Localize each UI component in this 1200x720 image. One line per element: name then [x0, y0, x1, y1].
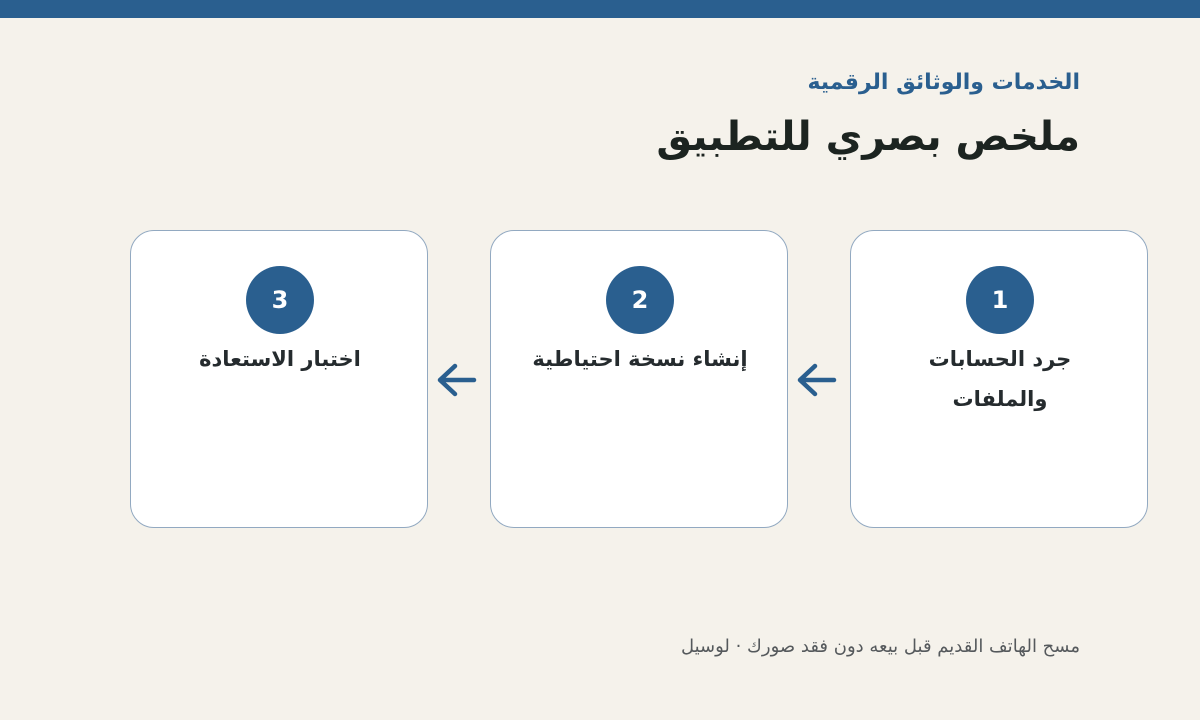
section-label: الخدمات والوثائق الرقمية: [807, 70, 1080, 95]
step-number-badge: 2: [606, 266, 674, 334]
step-label: جرد الحسابات والملفات: [928, 347, 1072, 411]
top-accent-bar: [0, 0, 1200, 18]
arrow-left-icon: [794, 358, 838, 402]
arrow-left-icon: [434, 358, 478, 402]
step-label: اختبار الاستعادة: [199, 347, 361, 371]
step-label: إنشاء نسخة احتياطية: [532, 347, 748, 371]
page-title: ملخص بصري للتطبيق: [656, 114, 1080, 160]
step-card-2: [490, 230, 788, 528]
step-number-badge: 3: [246, 266, 314, 334]
step-card-1: [850, 230, 1148, 528]
step-number-badge: 1: [966, 266, 1034, 334]
footer-caption: مسح الهاتف القديم قبل بيعه دون فقد صورك · لوسيل: [680, 636, 1080, 657]
step-card-3: [130, 230, 428, 528]
